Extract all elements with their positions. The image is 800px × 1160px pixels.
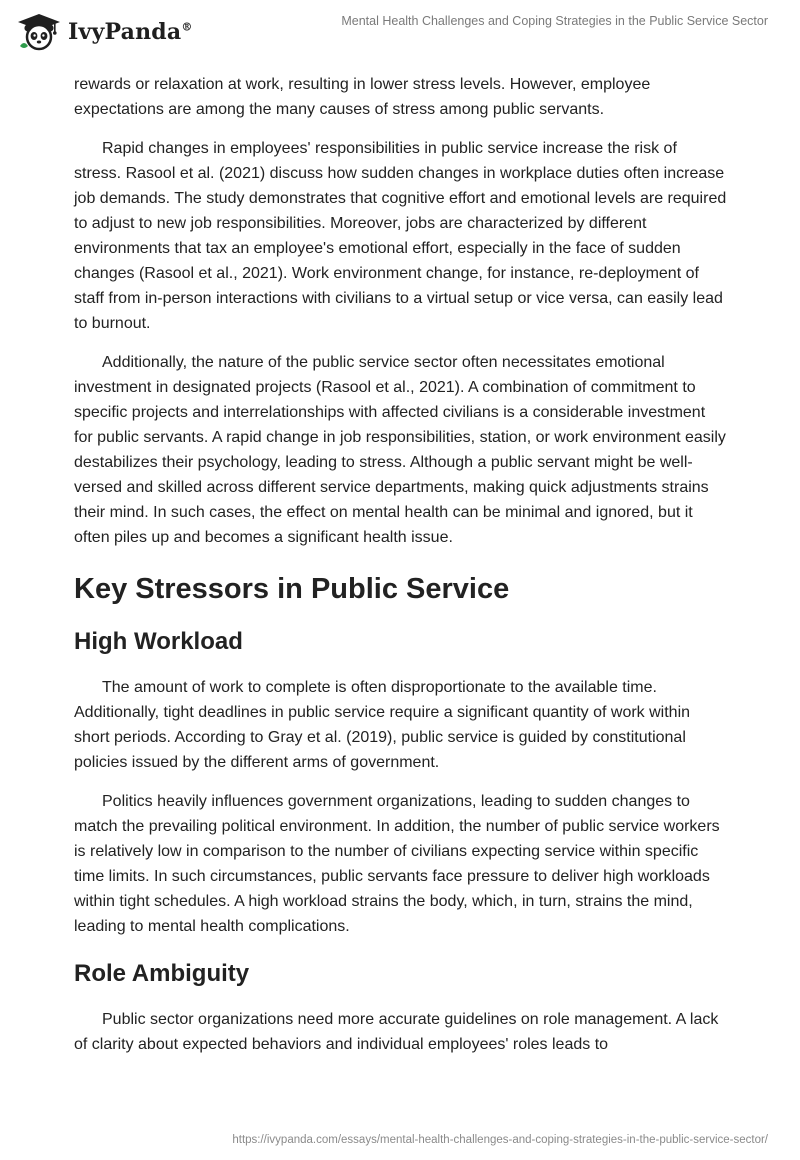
paragraph: The amount of work to complete is often disproportionate to the available time. Additionally, tight deadlines in public service require a significant quantity of work within short periods. According to Gray et al. (2019), public service is guided by constitutional policies issued by the different arms of government. xyxy=(74,679,691,771)
paragraph: Rapid changes in employees' responsibilities in public service increase the risk of stress. Rasool et al. (2021) discuss how sudden changes in workplace duties often increase job demands. The study demonstrates that cognitive effort and emotional levels are required to adjust to new job responsibilities. Moreover, jobs are characterized by different environments that tax an employee's emotional effort, especially in the face of sudden changes (Rasool et al., 2021). Work environment change, for instance, re-deployment of staff from in-person interactions with civilians to a virtual setup or vice versa, can easily lead to burnout. xyxy=(74,140,727,332)
document-title: Mental Health Challenges and Coping Strategies in the Public Service Sector xyxy=(341,14,768,28)
registered-mark: ® xyxy=(181,20,193,34)
paragraph: Politics heavily influences government organizations, leading to sudden changes to match the prevailing political environment. In addition, the number of public service workers is relatively low in comparison to the number of civilians expecting service within specific time limits. In such circumstances, public servants face pressure to deliver high workloads within tight schedules. A high workload strains the body, which, in turn, strains the mind, leading to mental health complications. xyxy=(74,793,720,935)
subsection-heading-role-ambiguity: Role Ambiguity xyxy=(74,960,250,987)
page-header xyxy=(0,0,800,64)
source-url[interactable]: https://ivypanda.com/essays/mental-health-challenges-and-coping-strategies-in-the-public-service-sector/ xyxy=(232,1134,768,1146)
paragraph: Public sector organizations need more accurate guidelines on role management. A lack of clarity about expected behaviors and individual employees' roles leads to xyxy=(74,1011,719,1053)
ivypanda-logo[interactable] xyxy=(16,10,193,54)
paragraph-continued: rewards or relaxation at work, resulting in lower stress levels. However, employee expectations are among the many causes of stress among public servants. xyxy=(74,76,651,118)
paragraph: Additionally, the nature of the public service sector often necessitates emotional investment in designated projects (Rasool et al., 2021). A combination of commitment to specific projects and interrelationships with affected civilians is a considerable investment for public servants. A rapid change in job responsibilities, station, or work environment easily destabilizes their psychology, leading to stress. Although a public servant might be well-versed and skilled across different service departments, making quick adjustments strains their mind. In such cases, the effect on mental health can be minimal and ignored, but it often piles up and becomes a significant health issue. xyxy=(74,354,726,546)
section-heading: Key Stressors in Public Service xyxy=(74,573,510,605)
panda-graduate-icon xyxy=(16,12,62,52)
brand-name: IvyPanda® xyxy=(68,19,193,45)
essay-content xyxy=(74,72,728,1057)
subsection-heading-high-workload: High Workload xyxy=(74,628,243,655)
